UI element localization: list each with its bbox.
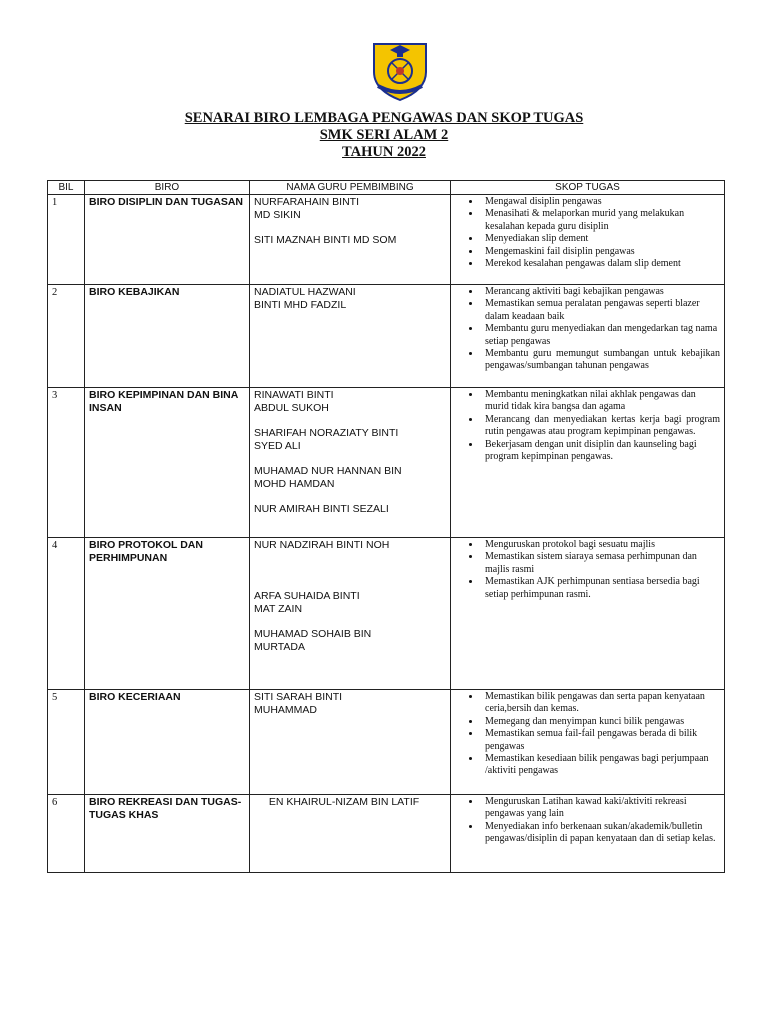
guru-name: EN KHAIRUL-NIZAM BIN LATIF [268, 796, 420, 808]
guru-name: RINAWATI BINTI ABDUL SUKOH [254, 389, 334, 414]
row-bil: 2 [48, 285, 85, 388]
task-item: • Memastikan sistem siaraya semasa perhimpunan dan majlis rasmi [481, 551, 720, 576]
row-guru [250, 195, 451, 285]
task-item: • Memastikan semua fail-fail pengawas berada di bilik pengawas [481, 728, 720, 753]
task-item: • Menguruskan protokol bagi sesuatu majlis [481, 539, 720, 551]
task-item: • Memegang dan menyimpan kunci bilik pengawas [481, 716, 720, 728]
row-biro: BIRO KEBAJIKAN [85, 285, 250, 388]
school-crest-logo [370, 38, 430, 102]
row-biro: BIRO REKREASI DAN TUGAS-TUGAS KHAS [85, 795, 250, 873]
biro-table [47, 180, 725, 873]
task-item: • Memastikan AJK perhimpunan sentiasa bersedia bagi setiap perhimpunan rasmi. [481, 576, 720, 601]
row-tugas [451, 388, 725, 538]
row-biro: BIRO DISIPLIN DAN TUGASAN [85, 195, 250, 285]
row-bil: 4 [48, 538, 85, 690]
guru-name: ARFA SUHAIDA BINTI MAT ZAIN [254, 590, 360, 615]
year-title: TAHUN 2022 [342, 144, 426, 160]
table-row [48, 285, 725, 388]
guru-name: SITI SARAH BINTI MUHAMMAD [254, 691, 343, 716]
table-row [48, 538, 725, 690]
task-item: • Membantu guru memungut sumbangan untuk kebajikan pengawas/sumbangan tahunan pengawas [481, 348, 720, 373]
table-row [48, 690, 725, 795]
header-biro: BIRO [85, 181, 250, 195]
task-item: • Mengawal disiplin pengawas [481, 196, 720, 208]
row-biro: BIRO PROTOKOL DAN PERHIMPUNAN [85, 538, 250, 690]
guru-name: NUR NADZIRAH BINTI NOH [254, 539, 390, 551]
row-bil: 6 [48, 795, 85, 873]
task-item: • Menasihati & melaporkan murid yang melakukan kesalahan kepada guru disiplin [481, 208, 720, 233]
table-row [48, 388, 725, 538]
row-biro: BIRO KEPIMPINAN DAN BINA INSAN [85, 388, 250, 538]
task-item: • Menguruskan Latihan kawad kaki/aktiviti rekreasi pengawas yang lain [481, 796, 720, 821]
task-item: • Merancang aktiviti bagi kebajikan pengawas [481, 286, 720, 298]
document-title: SENARAI BIRO LEMBAGA PENGAWAS DAN SKOP TUGAS [184, 110, 584, 126]
row-bil: 3 [48, 388, 85, 538]
row-guru [250, 795, 451, 873]
task-item: • Merekod kesalahan pengawas dalam slip dement [481, 258, 720, 270]
guru-name: NUR AMIRAH BINTI SEZALI [254, 503, 389, 515]
row-guru [250, 690, 451, 795]
row-tugas [451, 195, 725, 285]
row-guru [250, 285, 451, 388]
row-tugas [451, 795, 725, 873]
task-item: • Membantu meningkatkan nilai akhlak pengawas dan murid tidak kira bangsa dan agama [481, 389, 720, 414]
task-item: • Menyediakan slip dement [481, 233, 720, 245]
row-bil: 1 [48, 195, 85, 285]
row-tugas [451, 690, 725, 795]
row-tugas [451, 285, 725, 388]
task-item: • Menyediakan info berkenaan sukan/akademik/bulletin pengawas/disiplin di papan kenyataan dan di setiap kelas. [481, 821, 720, 846]
guru-name: MUHAMAD SOHAIB BIN MURTADA [254, 628, 372, 653]
task-item: • Memastikan kesediaan bilik pengawas bagi perjumpaan /aktiviti pengawas [481, 753, 720, 778]
table-row [48, 795, 725, 873]
task-item: • Memastikan semua peralatan pengawas seperti blazer dalam keadaan baik [481, 298, 720, 323]
document-title-block [0, 110, 768, 161]
header-bil: BIL [48, 181, 85, 195]
row-guru [250, 388, 451, 538]
task-item: • Membantu guru menyediakan dan mengedarkan tag nama setiap pengawas [481, 323, 720, 348]
guru-name: NADIATUL HAZWANI BINTI MHD FADZIL [254, 286, 356, 311]
row-bil: 5 [48, 690, 85, 795]
table-row [48, 195, 725, 285]
school-name: SMK SERI ALAM 2 [319, 127, 449, 143]
header-guru: NAMA GURU PEMBIMBING [250, 181, 451, 195]
guru-name: SITI MAZNAH BINTI MD SOM [254, 234, 397, 246]
guru-name: SHARIFAH NORAZIATY BINTI SYED ALI [254, 427, 399, 452]
guru-name: MUHAMAD NUR HANNAN BIN MOHD HAMDAN [254, 465, 402, 490]
row-tugas [451, 538, 725, 690]
task-item: • Bekerjasam dengan unit disiplin dan kaunseling bagi program kepimpinan pengawas. [481, 439, 720, 464]
row-guru [250, 538, 451, 690]
row-biro: BIRO KECERIAAN [85, 690, 250, 795]
guru-name: NURFARAHAIN BINTI MD SIKIN [254, 196, 360, 221]
task-item: • Memastikan bilik pengawas dan serta papan kenyataan ceria,bersih dan kemas. [481, 691, 720, 716]
task-item: • Mengemaskini fail disiplin pengawas [481, 246, 720, 258]
task-item: • Merancang dan menyediakan kertas kerja bagi program rutin pengawas atau program kepimpinan pengawas. [481, 414, 720, 439]
table-header-row [48, 181, 725, 195]
header-skop-tugas: SKOP TUGAS [451, 181, 725, 195]
